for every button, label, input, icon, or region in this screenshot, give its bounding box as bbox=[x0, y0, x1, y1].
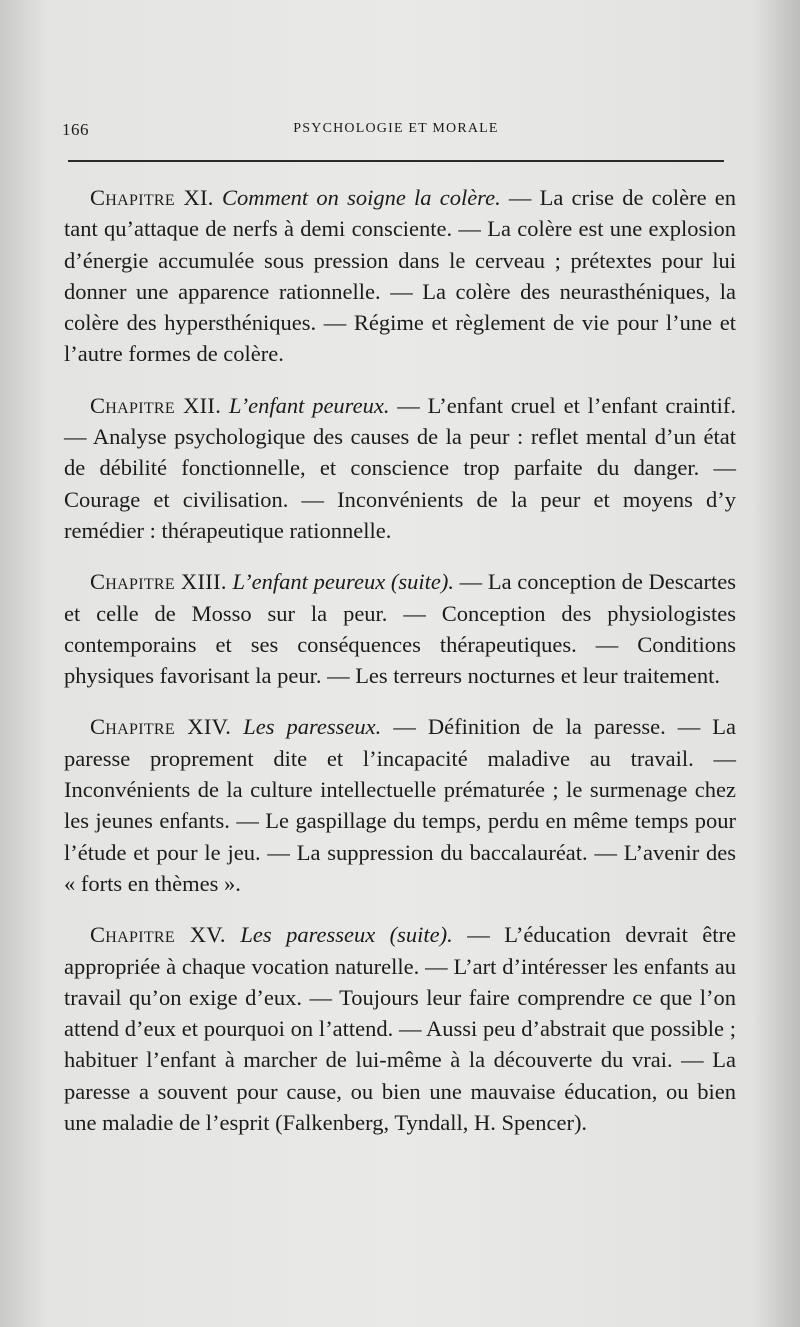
chapter-text: — L’éducation devrait être appropriée à chaque vocation naturelle. — L’art d’intéresser les enfants au travail qu’on exige d’eux. — Toujours leur faire comprendre ce que l’on attend d’eux et pourquoi on l’attend. — Aussi peu d’abstrait que possible ; habituer l’enfant à marcher de lui-même à la découverte du vrai. — La paresse a souvent pour cause, ou bien une mauvaise éducation, ou bien une maladie de l’esprit (Falkenberg, Tyndall, H. Spencer). bbox=[64, 922, 737, 1136]
chapter-summaries bbox=[64, 182, 736, 1158]
chapter-summary-xii bbox=[64, 390, 736, 546]
chapter-summary-xiii bbox=[64, 566, 736, 691]
running-title: PSYCHOLOGIE ET MORALE bbox=[293, 121, 499, 136]
header-rule bbox=[68, 160, 724, 162]
chapter-summary-xi bbox=[64, 182, 736, 370]
chapter-title: Comment on soigne la colère. bbox=[221, 185, 501, 210]
chapter-summary-xv bbox=[64, 919, 736, 1138]
chapter-label: Chapitre XV. bbox=[90, 922, 226, 948]
chapter-summary-xiv bbox=[64, 711, 736, 899]
running-head bbox=[62, 120, 730, 144]
chapter-text: — Définition de la paresse. — La paresse proprement dite et l’incapacité maladive au travail. — Inconvénients de la culture intellectuelle prématurée ; le surmenage chez les jeunes enfants. — Le gaspillage du temps, perdu en même temps pour l’étude et pour le jeu. — La suppression du baccalauréat. — L’avenir des « forts en thèmes ». bbox=[64, 714, 737, 896]
chapter-label: Chapitre XI. bbox=[90, 185, 214, 210]
page-number: 166 bbox=[62, 120, 89, 139]
chapter-label: Chapitre XIV. bbox=[90, 714, 232, 740]
chapter-label: Chapitre XII. bbox=[90, 392, 222, 418]
chapter-text: — L’enfant cruel et l’enfant craintif. — Analyse psychologique des causes de la peur : reflet mental d’un état de débilité fonctionnelle, et conscience trop parfaite du danger. — Courage et civilisation. — Inconvénients de la peur et moyens d’y remédier : thérapeutique rationnelle. bbox=[64, 392, 737, 543]
chapter-title: Les paresseux (suite). bbox=[240, 922, 453, 948]
chapter-text: — La conception de Descartes et celle de Mosso sur la peur. — Conception des physiologistes contemporains et ses conséquences thérapeutiques. — Conditions physiques favorisant la peur. — Les terreurs nocturnes et leur traitement. bbox=[64, 569, 737, 689]
chapter-title: Les paresseux. bbox=[243, 714, 382, 740]
chapter-title: L’enfant peureux (suite). bbox=[232, 569, 454, 595]
chapter-text: — La crise de colère en tant qu’attaque de nerfs à demi consciente. — La colère est une explosion d’énergie accumulée sous pression dans le cerveau ; prétextes pour lui donner une apparence rationnelle. — La colère des neurasthéniques, la colère des hypersthéniques. — Régime et règlement de vie pour l’une et l’autre formes de colère. bbox=[64, 185, 737, 367]
chapter-title: L’enfant peureux. bbox=[228, 392, 390, 418]
chapter-label: Chapitre XIII. bbox=[90, 569, 227, 595]
